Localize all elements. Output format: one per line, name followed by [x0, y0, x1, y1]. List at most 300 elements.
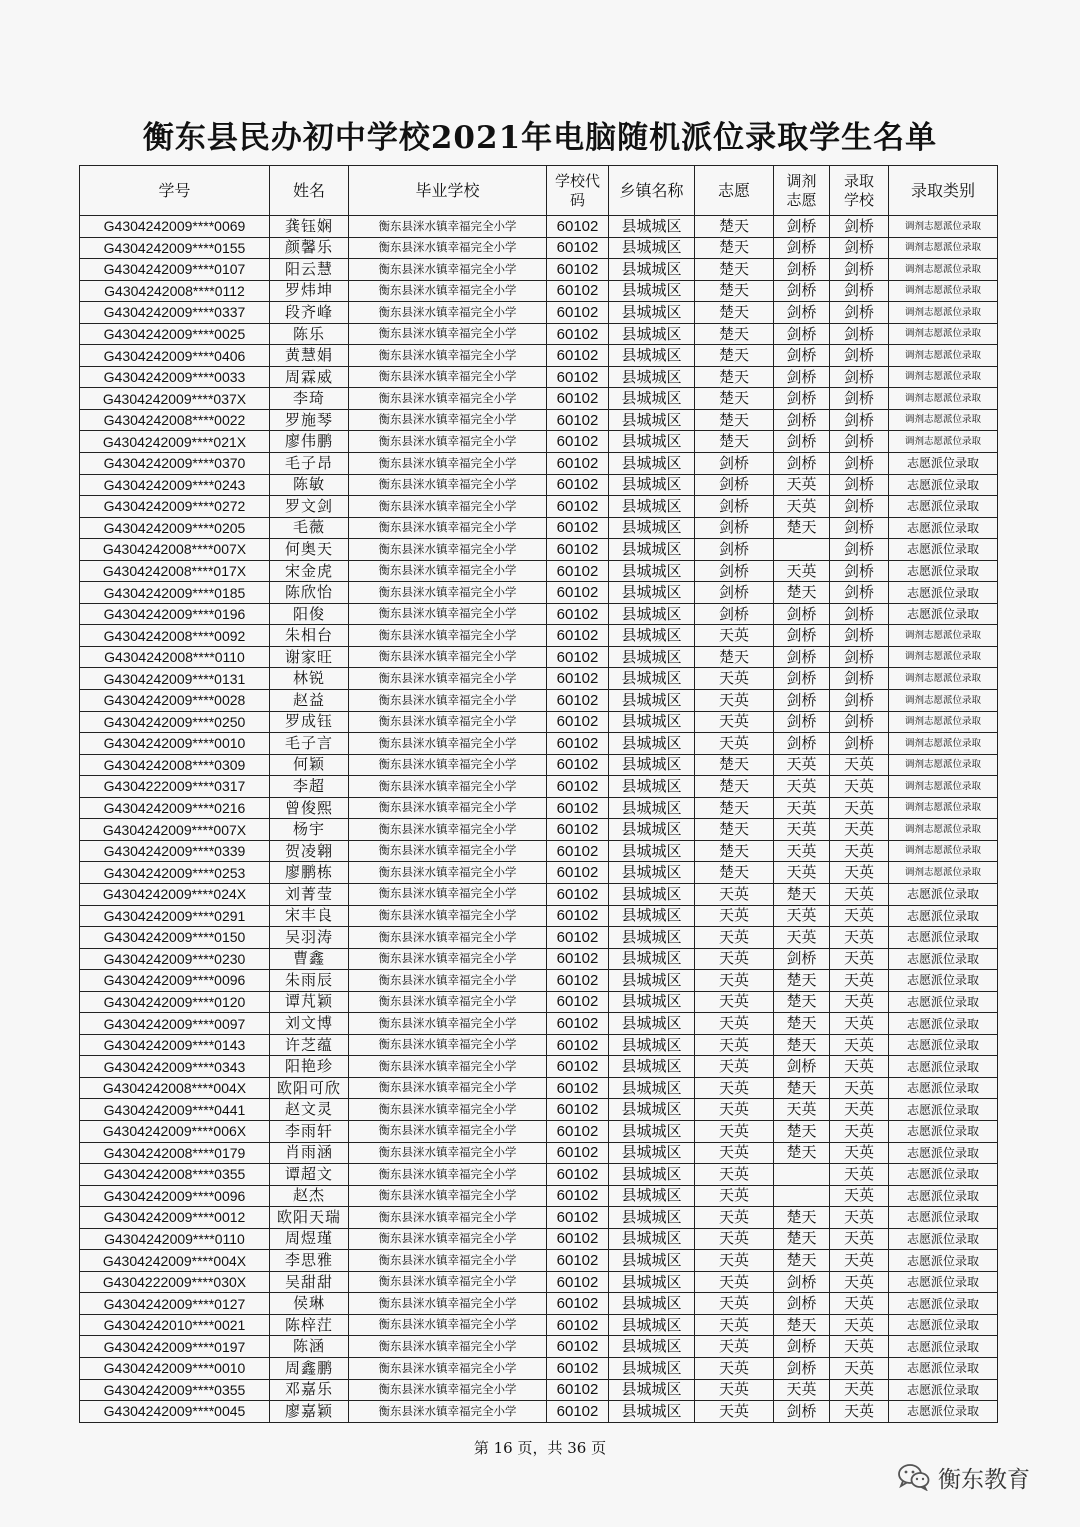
adjust-choice: 天英 — [774, 927, 830, 949]
choice: 天英 — [695, 1314, 774, 1336]
town-name: 县城城区 — [609, 302, 695, 324]
student-name: 谭芃颖 — [270, 991, 349, 1013]
graduate-school: 衡东县洣水镇幸福完全小学 — [349, 862, 547, 884]
graduate-school: 衡东县洣水镇幸福完全小学 — [349, 970, 547, 992]
admission-type: 志愿派位录取 — [889, 1164, 998, 1186]
student-name: 杨宇 — [270, 819, 349, 841]
adjust-choice: 天英 — [774, 754, 830, 776]
school-code: 60102 — [547, 927, 609, 949]
town-name: 县城城区 — [609, 539, 695, 561]
student-id: G4304242009****006X — [80, 1120, 270, 1142]
student-name: 何颖 — [270, 754, 349, 776]
choice: 楚天 — [695, 819, 774, 841]
admission-type: 志愿派位录取 — [889, 883, 998, 905]
header-school: 毕业学校 — [349, 166, 547, 216]
graduate-school: 衡东县洣水镇幸福完全小学 — [349, 539, 547, 561]
town-name: 县城城区 — [609, 1120, 695, 1142]
adjust-choice: 剑桥 — [774, 280, 830, 302]
table-row — [80, 970, 998, 992]
school-code: 60102 — [547, 1207, 609, 1229]
admitted-school: 剑桥 — [830, 625, 889, 647]
choice: 天英 — [695, 625, 774, 647]
table-row — [80, 1207, 998, 1229]
admitted-school: 天英 — [830, 1336, 889, 1358]
graduate-school: 衡东县洣水镇幸福完全小学 — [349, 388, 547, 410]
admission-type: 志愿派位录取 — [889, 582, 998, 604]
adjust-choice: 剑桥 — [774, 711, 830, 733]
graduate-school: 衡东县洣水镇幸福完全小学 — [349, 690, 547, 712]
school-code: 60102 — [547, 1379, 609, 1401]
student-id: G4304242009****0028 — [80, 690, 270, 712]
admitted-school: 剑桥 — [830, 517, 889, 539]
school-code: 60102 — [547, 1401, 609, 1423]
student-name: 李超 — [270, 776, 349, 798]
adjust-choice: 剑桥 — [774, 453, 830, 475]
table-row — [80, 1164, 998, 1186]
adjust-choice: 天英 — [774, 1099, 830, 1121]
adjust-choice: 楚天 — [774, 1142, 830, 1164]
student-id: G4304242009****0406 — [80, 345, 270, 367]
student-id: G4304242009****0339 — [80, 840, 270, 862]
adjust-choice: 天英 — [774, 474, 830, 496]
admission-type: 调剂志愿派位录取 — [889, 280, 998, 302]
student-id: G4304222009****0317 — [80, 776, 270, 798]
town-name: 县城城区 — [609, 1357, 695, 1379]
graduate-school: 衡东县洣水镇幸福完全小学 — [349, 323, 547, 345]
school-code: 60102 — [547, 840, 609, 862]
choice: 天英 — [695, 1271, 774, 1293]
choice: 楚天 — [695, 431, 774, 453]
student-id: G4304242009****0069 — [80, 216, 270, 238]
admission-type: 调剂志愿派位录取 — [889, 345, 998, 367]
town-name: 县城城区 — [609, 862, 695, 884]
admitted-school: 天英 — [830, 819, 889, 841]
student-name: 廖伟鹏 — [270, 431, 349, 453]
graduate-school: 衡东县洣水镇幸福完全小学 — [349, 517, 547, 539]
admission-type: 调剂志愿派位录取 — [889, 302, 998, 324]
town-name: 县城城区 — [609, 1207, 695, 1229]
student-name: 谢家旺 — [270, 646, 349, 668]
student-name: 陈敏 — [270, 474, 349, 496]
admitted-school: 剑桥 — [830, 711, 889, 733]
choice: 楚天 — [695, 323, 774, 345]
choice: 天英 — [695, 1013, 774, 1035]
town-name: 县城城区 — [609, 409, 695, 431]
student-id: G4304242009****0205 — [80, 517, 270, 539]
adjust-choice: 剑桥 — [774, 625, 830, 647]
choice: 天英 — [695, 1293, 774, 1315]
adjust-choice: 天英 — [774, 560, 830, 582]
choice: 天英 — [695, 905, 774, 927]
choice: 楚天 — [695, 754, 774, 776]
admission-type: 调剂志愿派位录取 — [889, 216, 998, 238]
graduate-school: 衡东县洣水镇幸福完全小学 — [349, 1099, 547, 1121]
admitted-school: 天英 — [830, 927, 889, 949]
adjust-choice: 剑桥 — [774, 948, 830, 970]
table-row — [80, 237, 998, 259]
adjust-choice: 剑桥 — [774, 366, 830, 388]
town-name: 县城城区 — [609, 883, 695, 905]
adjust-choice: 天英 — [774, 862, 830, 884]
graduate-school: 衡东县洣水镇幸福完全小学 — [349, 1077, 547, 1099]
choice: 楚天 — [695, 302, 774, 324]
admitted-school: 天英 — [830, 883, 889, 905]
adjust-choice: 剑桥 — [774, 237, 830, 259]
school-code: 60102 — [547, 1250, 609, 1272]
student-id: G4304242009****0291 — [80, 905, 270, 927]
student-id: G4304242009****0127 — [80, 1293, 270, 1315]
graduate-school: 衡东县洣水镇幸福完全小学 — [349, 991, 547, 1013]
town-name: 县城城区 — [609, 453, 695, 475]
choice: 剑桥 — [695, 539, 774, 561]
adjust-choice: 剑桥 — [774, 690, 830, 712]
town-name: 县城城区 — [609, 582, 695, 604]
admission-type: 志愿派位录取 — [889, 970, 998, 992]
student-id: G4304242009****0370 — [80, 453, 270, 475]
school-code: 60102 — [547, 302, 609, 324]
table-row — [80, 1314, 998, 1336]
header-town: 乡镇名称 — [609, 166, 695, 216]
student-name: 肖雨涵 — [270, 1142, 349, 1164]
adjust-choice: 楚天 — [774, 1013, 830, 1035]
graduate-school: 衡东县洣水镇幸福完全小学 — [349, 237, 547, 259]
choice: 天英 — [695, 1120, 774, 1142]
choice: 天英 — [695, 690, 774, 712]
choice: 天英 — [695, 1250, 774, 1272]
school-code: 60102 — [547, 1314, 609, 1336]
student-id: G4304242009****0250 — [80, 711, 270, 733]
student-id: G4304242009****021X — [80, 431, 270, 453]
graduate-school: 衡东县洣水镇幸福完全小学 — [349, 259, 547, 281]
graduate-school: 衡东县洣水镇幸福完全小学 — [349, 582, 547, 604]
adjust-choice: 楚天 — [774, 582, 830, 604]
student-name: 刘文博 — [270, 1013, 349, 1035]
admission-type: 志愿派位录取 — [889, 517, 998, 539]
town-name: 县城城区 — [609, 517, 695, 539]
admission-type: 志愿派位录取 — [889, 474, 998, 496]
school-code: 60102 — [547, 496, 609, 518]
table-row — [80, 539, 998, 561]
student-name: 李琦 — [270, 388, 349, 410]
admitted-school: 剑桥 — [830, 560, 889, 582]
table-row — [80, 1336, 998, 1358]
adjust-choice: 楚天 — [774, 1120, 830, 1142]
adjust-choice: 剑桥 — [774, 259, 830, 281]
admission-type: 志愿派位录取 — [889, 1185, 998, 1207]
table-row — [80, 582, 998, 604]
student-id: G4304242009****0243 — [80, 474, 270, 496]
student-name: 刘菁莹 — [270, 883, 349, 905]
admission-type: 志愿派位录取 — [889, 1250, 998, 1272]
adjust-choice — [774, 539, 830, 561]
student-id: G4304242009****0230 — [80, 948, 270, 970]
graduate-school: 衡东县洣水镇幸福完全小学 — [349, 409, 547, 431]
admission-type: 志愿派位录取 — [889, 1379, 998, 1401]
town-name: 县城城区 — [609, 754, 695, 776]
table-row — [80, 1099, 998, 1121]
student-id: G4304242009****0155 — [80, 237, 270, 259]
student-name: 毛薇 — [270, 517, 349, 539]
admission-type: 志愿派位录取 — [889, 1401, 998, 1423]
adjust-choice: 楚天 — [774, 970, 830, 992]
school-code: 60102 — [547, 453, 609, 475]
table-row — [80, 1250, 998, 1272]
adjust-choice: 天英 — [774, 1379, 830, 1401]
table-body — [80, 216, 998, 1423]
admitted-school: 天英 — [830, 1250, 889, 1272]
school-code: 60102 — [547, 388, 609, 410]
student-name: 李思雅 — [270, 1250, 349, 1272]
table-row — [80, 388, 998, 410]
admission-type: 志愿派位录取 — [889, 991, 998, 1013]
page-footer: 第 16 页，共 36 页 — [473, 1439, 607, 1457]
student-id: G4304242009****0441 — [80, 1099, 270, 1121]
choice: 天英 — [695, 948, 774, 970]
choice: 天英 — [695, 927, 774, 949]
student-name: 段齐峰 — [270, 302, 349, 324]
graduate-school: 衡东县洣水镇幸福完全小学 — [349, 431, 547, 453]
school-code: 60102 — [547, 1164, 609, 1186]
table-row — [80, 1379, 998, 1401]
admitted-school: 剑桥 — [830, 496, 889, 518]
student-id: G4304242009****0096 — [80, 970, 270, 992]
admitted-school: 天英 — [830, 840, 889, 862]
table-row — [80, 754, 998, 776]
choice: 天英 — [695, 1034, 774, 1056]
school-code: 60102 — [547, 948, 609, 970]
town-name: 县城城区 — [609, 1271, 695, 1293]
table-header — [80, 166, 998, 216]
table-row — [80, 323, 998, 345]
wechat-icon — [898, 1463, 930, 1491]
choice: 剑桥 — [695, 603, 774, 625]
table-row — [80, 625, 998, 647]
adjust-choice: 剑桥 — [774, 1336, 830, 1358]
student-id: G4304242009****0012 — [80, 1207, 270, 1229]
admission-type: 志愿派位录取 — [889, 1293, 998, 1315]
student-id: G4304242008****0022 — [80, 409, 270, 431]
admitted-school: 天英 — [830, 754, 889, 776]
student-name: 欧阳天瑞 — [270, 1207, 349, 1229]
admission-type: 志愿派位录取 — [889, 1120, 998, 1142]
student-id: G4304242009****037X — [80, 388, 270, 410]
graduate-school: 衡东县洣水镇幸福完全小学 — [349, 819, 547, 841]
table-row — [80, 1142, 998, 1164]
choice: 天英 — [695, 1357, 774, 1379]
table-row — [80, 733, 998, 755]
student-id: G4304242009****007X — [80, 819, 270, 841]
admitted-school: 剑桥 — [830, 216, 889, 238]
student-id: G4304242008****0110 — [80, 646, 270, 668]
graduate-school: 衡东县洣水镇幸福完全小学 — [349, 1185, 547, 1207]
town-name: 县城城区 — [609, 1250, 695, 1272]
town-name: 县城城区 — [609, 819, 695, 841]
admitted-school: 天英 — [830, 862, 889, 884]
school-code: 60102 — [547, 474, 609, 496]
watermark-text: 衡东教育 — [938, 1466, 1030, 1493]
choice: 天英 — [695, 1401, 774, 1423]
graduate-school: 衡东县洣水镇幸福完全小学 — [349, 1013, 547, 1035]
graduate-school: 衡东县洣水镇幸福完全小学 — [349, 1207, 547, 1229]
table-row — [80, 1013, 998, 1035]
graduate-school: 衡东县洣水镇幸福完全小学 — [349, 1379, 547, 1401]
student-name: 贺凌翱 — [270, 840, 349, 862]
student-name: 周鑫鹏 — [270, 1357, 349, 1379]
admission-type: 志愿派位录取 — [889, 603, 998, 625]
student-id: G4304242009****0110 — [80, 1228, 270, 1250]
header-type: 录取类别 — [889, 166, 998, 216]
choice: 天英 — [695, 1142, 774, 1164]
choice: 剑桥 — [695, 474, 774, 496]
choice: 楚天 — [695, 388, 774, 410]
admitted-school: 剑桥 — [830, 409, 889, 431]
admitted-school: 剑桥 — [830, 237, 889, 259]
adjust-choice: 楚天 — [774, 991, 830, 1013]
adjust-choice: 剑桥 — [774, 1357, 830, 1379]
town-name: 县城城区 — [609, 259, 695, 281]
admitted-school: 天英 — [830, 797, 889, 819]
town-name: 县城城区 — [609, 625, 695, 647]
admitted-school: 剑桥 — [830, 582, 889, 604]
table-row — [80, 927, 998, 949]
table-row — [80, 690, 998, 712]
admitted-school: 天英 — [830, 1013, 889, 1035]
graduate-school: 衡东县洣水镇幸福完全小学 — [349, 496, 547, 518]
choice: 楚天 — [695, 345, 774, 367]
school-code: 60102 — [547, 1077, 609, 1099]
town-name: 县城城区 — [609, 991, 695, 1013]
table-row — [80, 1034, 998, 1056]
table-row — [80, 819, 998, 841]
student-name: 宋金虎 — [270, 560, 349, 582]
admission-type: 志愿派位录取 — [889, 1142, 998, 1164]
school-code: 60102 — [547, 582, 609, 604]
table-row — [80, 302, 998, 324]
school-code: 60102 — [547, 280, 609, 302]
adjust-choice: 天英 — [774, 496, 830, 518]
choice: 天英 — [695, 1164, 774, 1186]
admitted-school: 天英 — [830, 1120, 889, 1142]
student-name: 颜馨乐 — [270, 237, 349, 259]
graduate-school: 衡东县洣水镇幸福完全小学 — [349, 797, 547, 819]
admission-type: 志愿派位录取 — [889, 948, 998, 970]
table-row — [80, 668, 998, 690]
admitted-school: 剑桥 — [830, 646, 889, 668]
town-name: 县城城区 — [609, 1034, 695, 1056]
admission-type: 调剂志愿派位录取 — [889, 646, 998, 668]
admission-type: 调剂志愿派位录取 — [889, 754, 998, 776]
adjust-choice: 剑桥 — [774, 603, 830, 625]
graduate-school: 衡东县洣水镇幸福完全小学 — [349, 1142, 547, 1164]
admitted-school: 天英 — [830, 1314, 889, 1336]
choice: 天英 — [695, 883, 774, 905]
table-row — [80, 905, 998, 927]
header-choice: 志愿 — [695, 166, 774, 216]
table-row — [80, 776, 998, 798]
town-name: 县城城区 — [609, 345, 695, 367]
student-name: 陈乐 — [270, 323, 349, 345]
table-row — [80, 259, 998, 281]
choice: 天英 — [695, 668, 774, 690]
student-name: 阳云慧 — [270, 259, 349, 281]
town-name: 县城城区 — [609, 1077, 695, 1099]
adjust-choice: 楚天 — [774, 1207, 830, 1229]
graduate-school: 衡东县洣水镇幸福完全小学 — [349, 1228, 547, 1250]
town-name: 县城城区 — [609, 1164, 695, 1186]
graduate-school: 衡东县洣水镇幸福完全小学 — [349, 366, 547, 388]
student-name: 吴甜甜 — [270, 1271, 349, 1293]
table-row — [80, 517, 998, 539]
choice: 楚天 — [695, 259, 774, 281]
graduate-school: 衡东县洣水镇幸福完全小学 — [349, 302, 547, 324]
graduate-school: 衡东县洣水镇幸福完全小学 — [349, 453, 547, 475]
town-name: 县城城区 — [609, 496, 695, 518]
town-name: 县城城区 — [609, 1293, 695, 1315]
admission-type: 志愿派位录取 — [889, 453, 998, 475]
student-id: G4304242009****0096 — [80, 1185, 270, 1207]
choice: 楚天 — [695, 366, 774, 388]
table-row — [80, 1077, 998, 1099]
town-name: 县城城区 — [609, 840, 695, 862]
town-name: 县城城区 — [609, 216, 695, 238]
graduate-school: 衡东县洣水镇幸福完全小学 — [349, 668, 547, 690]
admitted-school: 天英 — [830, 1293, 889, 1315]
graduate-school: 衡东县洣水镇幸福完全小学 — [349, 1336, 547, 1358]
student-name: 黄慧娟 — [270, 345, 349, 367]
school-code: 60102 — [547, 345, 609, 367]
school-code: 60102 — [547, 539, 609, 561]
table-row — [80, 797, 998, 819]
town-name: 县城城区 — [609, 776, 695, 798]
student-id: G4304242009****0010 — [80, 1357, 270, 1379]
table-row — [80, 409, 998, 431]
table-row — [80, 862, 998, 884]
school-code: 60102 — [547, 259, 609, 281]
admission-type: 调剂志愿派位录取 — [889, 259, 998, 281]
admission-type: 调剂志愿派位录取 — [889, 797, 998, 819]
student-name: 许芝蕴 — [270, 1034, 349, 1056]
admitted-school: 天英 — [830, 1228, 889, 1250]
student-id: G4304242008****017X — [80, 560, 270, 582]
admitted-school: 剑桥 — [830, 366, 889, 388]
admitted-school: 剑桥 — [830, 259, 889, 281]
school-code: 60102 — [547, 1336, 609, 1358]
town-name: 县城城区 — [609, 323, 695, 345]
student-name: 阳艳珍 — [270, 1056, 349, 1078]
table-row — [80, 1271, 998, 1293]
admitted-school: 剑桥 — [830, 431, 889, 453]
adjust-choice: 剑桥 — [774, 733, 830, 755]
table-row — [80, 603, 998, 625]
student-id: G4304242009****0033 — [80, 366, 270, 388]
table-row — [80, 453, 998, 475]
table-row — [80, 1120, 998, 1142]
table-row — [80, 1357, 998, 1379]
adjust-choice: 剑桥 — [774, 216, 830, 238]
school-code: 60102 — [547, 366, 609, 388]
student-name: 李雨轩 — [270, 1120, 349, 1142]
school-code: 60102 — [547, 1142, 609, 1164]
graduate-school: 衡东县洣水镇幸福完全小学 — [349, 754, 547, 776]
school-code: 60102 — [547, 1293, 609, 1315]
town-name: 县城城区 — [609, 927, 695, 949]
school-code: 60102 — [547, 237, 609, 259]
town-name: 县城城区 — [609, 237, 695, 259]
admitted-school: 天英 — [830, 1379, 889, 1401]
student-name: 廖嘉颖 — [270, 1401, 349, 1423]
student-name: 罗炜坤 — [270, 280, 349, 302]
adjust-choice: 楚天 — [774, 517, 830, 539]
